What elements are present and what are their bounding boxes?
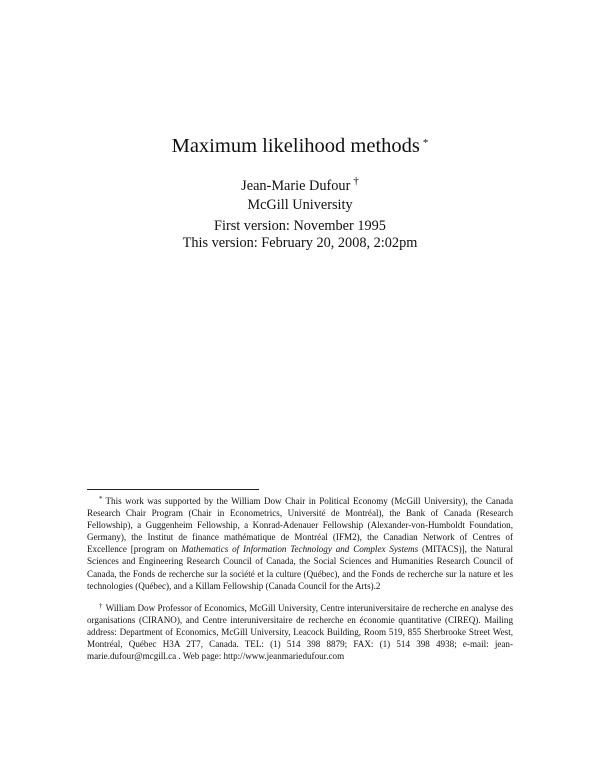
this-version: This version: February 20, 2008, 2:02pm (182, 235, 418, 251)
footnote-rule (87, 489, 259, 490)
first-version: First version: November 1995 (214, 218, 386, 234)
footnote-funding-text-b: (MITACS)], the Natural Sciences and Engineering Research Council of Canada, the Social Sciences and Humanities Research Council of Canada, the Fonds de recherche sur la société et la culture (Québec), and the Fonds de recherche sur la nature et les technologies (Québec), and a Killam Fellowship (Canada Council for the Arts).2 (87, 544, 513, 591)
footnote-author (87, 600, 513, 662)
footnote-funding-marker: * (99, 495, 103, 503)
footnote-funding (87, 493, 513, 592)
author-name: Jean-Marie Dufour (241, 178, 351, 194)
paper-title-text: Maximum likelihood methods (171, 135, 420, 157)
author-affiliation: McGill University (247, 197, 353, 213)
author-footnote-marker: † (353, 175, 359, 187)
version-dates (0, 218, 600, 252)
title-footnote-marker: * (422, 137, 429, 149)
paper-title (0, 129, 600, 160)
footnote-author-text: William Dow Professor of Economics, McGill University, Centre interuniversitaire de recherche en analyse des organisations (CIRANO), and Centre interuniversitaire de recherche en économie quantitative (CIREQ). Mailing address: Department of Economics, McGill University, Leacock Building, Room 519, 855 Sherbrooke Street West, Montréal, Québec H3A 2T7, Canada. TEL: (1) 514 398 8879; FAX: (1) 514 398 4938; e-mail: jean-marie.dufour@mcgill.ca . Web page: http://www.jeanmariedufour.com (87, 603, 513, 662)
author-block (0, 172, 600, 215)
footnote-funding-program: Mathematics of Information Technology and Complex Systems (181, 544, 419, 555)
author-name-line (0, 172, 600, 196)
footnote-author-marker: † (99, 602, 103, 610)
footnote-funding-text-a: This work was supported by the William Dow Chair in Political Economy (McGill University), the Canada Research Chair Program (Chair in Econometrics, Université de Montréal), the Bank of Canada (Research Fellowship), a Guggenheim Fellowship, a Konrad-Adenauer Fellowship (Alexander-von-Humboldt Foundation, Germany), the Institut de finance mathématique de Montréal (IFM2), the Canadian Network of Centres of Excellence [program on (87, 496, 513, 555)
